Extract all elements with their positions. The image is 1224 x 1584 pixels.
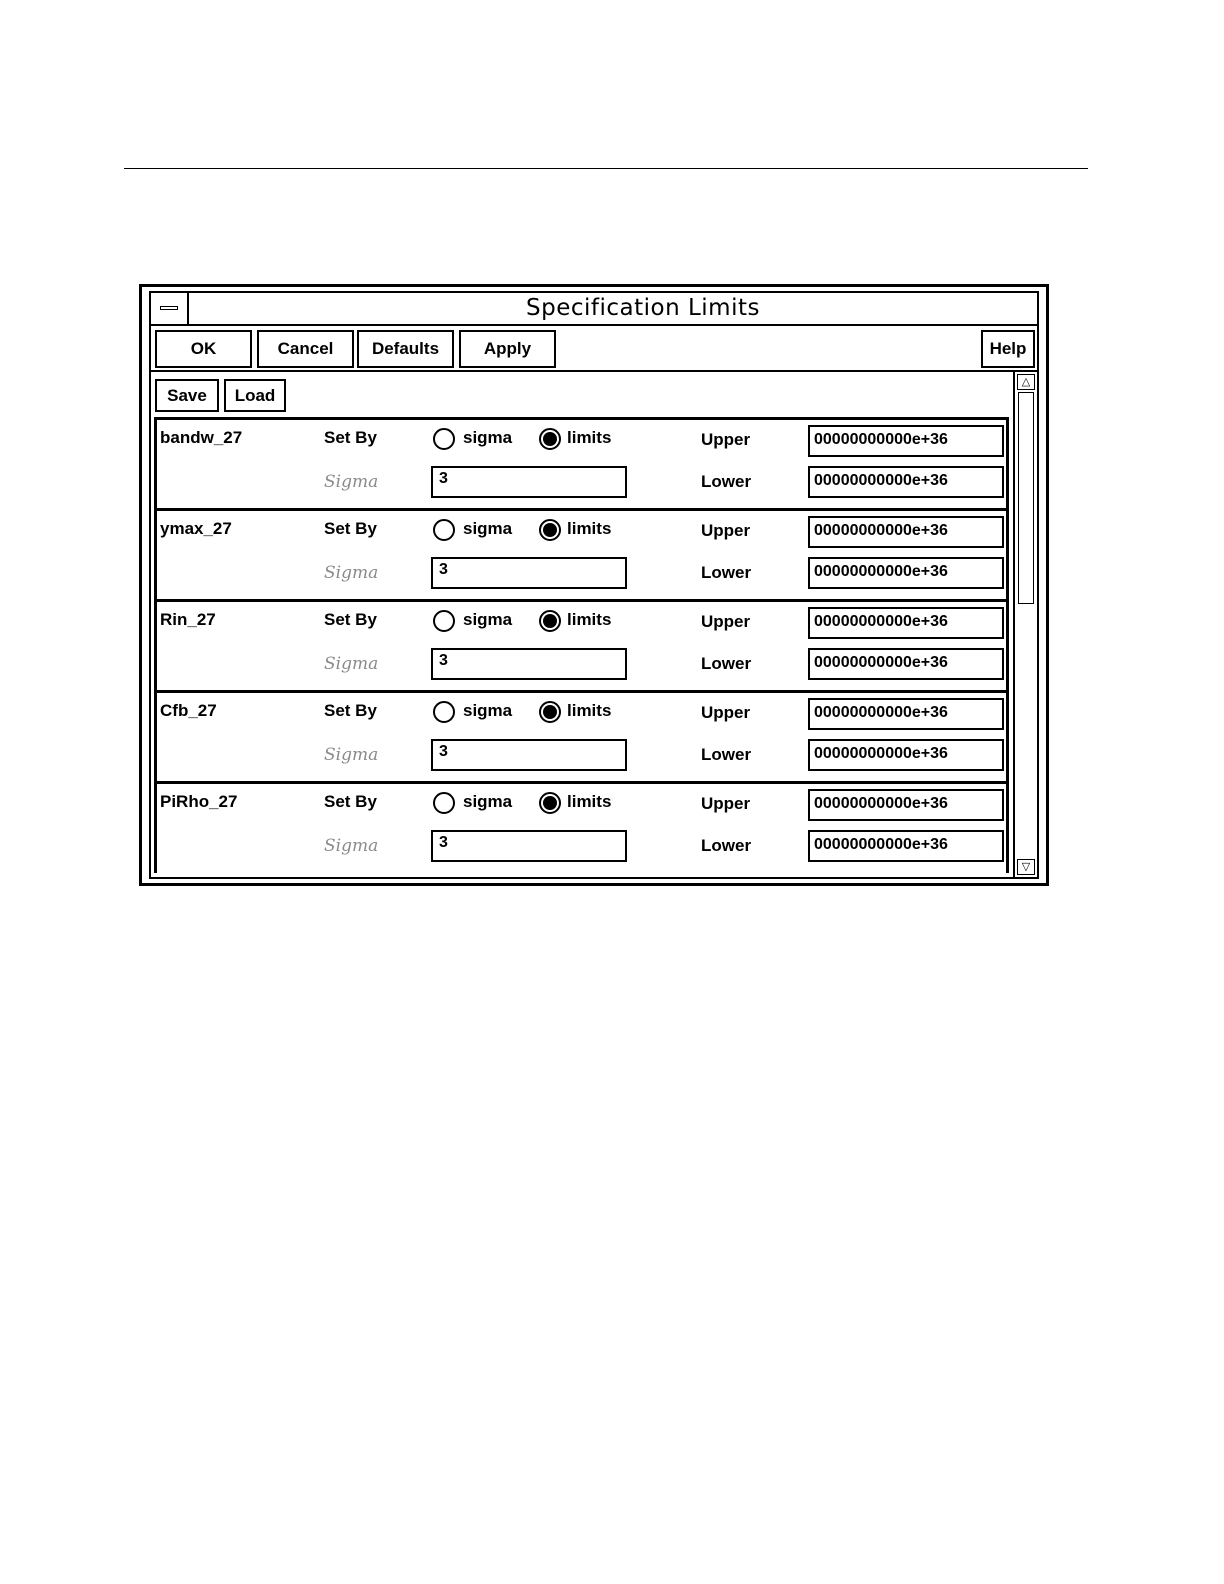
set-by-label: Set By (324, 610, 377, 629)
sigma-radio[interactable] (433, 428, 455, 450)
sigma-radio-label[interactable]: sigma (463, 610, 513, 629)
window-menu-icon (160, 306, 178, 310)
sigma-value-field[interactable]: 3 (431, 830, 627, 862)
limits-radio-label[interactable]: limits (567, 610, 612, 629)
sigma-value-field[interactable]: 3 (431, 648, 627, 680)
upper-limit-field[interactable]: 00000000000e+36 (808, 425, 1004, 457)
dialog-title: Specification Limits (526, 295, 760, 321)
limits-radio[interactable] (539, 519, 561, 541)
upper-label: Upper (701, 430, 751, 449)
sigma-radio[interactable] (433, 701, 455, 723)
sigma-value-field[interactable]: 3 (431, 557, 627, 589)
dialog-frame (149, 291, 1039, 879)
lower-label: Lower (701, 654, 752, 673)
upper-label: Upper (701, 794, 751, 813)
lower-label: Lower (701, 563, 752, 582)
sigma-radio-label[interactable]: sigma (463, 792, 513, 811)
specification-limits-dialog (139, 284, 1049, 886)
set-by-label: Set By (324, 519, 377, 538)
toolbar (151, 326, 1037, 372)
spec-name: Cfb_27 (160, 701, 217, 720)
spec-row (154, 781, 1009, 873)
sigma-radio[interactable] (433, 610, 455, 632)
upper-label: Upper (701, 612, 751, 631)
sigma-field-label: Sigma (324, 472, 379, 492)
help-button[interactable]: Help (981, 330, 1035, 368)
upper-label: Upper (701, 521, 751, 540)
upper-limit-field[interactable]: 00000000000e+36 (808, 789, 1004, 821)
scrollbar-track[interactable] (1018, 392, 1034, 857)
defaults-button[interactable]: Defaults (357, 330, 454, 368)
spec-row (154, 690, 1009, 782)
spec-name: Rin_27 (160, 610, 216, 629)
sigma-radio[interactable] (433, 519, 455, 541)
spec-scroll-area (151, 372, 1037, 877)
sigma-value-field[interactable]: 3 (431, 466, 627, 498)
set-by-label: Set By (324, 428, 377, 447)
lower-label: Lower (701, 745, 752, 764)
spec-name: ymax_27 (160, 519, 232, 538)
sigma-field-label: Sigma (324, 654, 379, 674)
limits-radio-label[interactable]: limits (567, 428, 612, 447)
set-by-label: Set By (324, 792, 377, 811)
upper-limit-field[interactable]: 00000000000e+36 (808, 607, 1004, 639)
sigma-radio-label[interactable]: sigma (463, 428, 513, 447)
upper-limit-field[interactable]: 00000000000e+36 (808, 516, 1004, 548)
ok-button[interactable]: OK (155, 330, 252, 368)
lower-limit-field[interactable]: 00000000000e+36 (808, 739, 1004, 771)
cancel-button[interactable]: Cancel (257, 330, 354, 368)
spec-row (154, 417, 1009, 509)
spec-name: PiRho_27 (160, 792, 238, 811)
limits-radio[interactable] (539, 610, 561, 632)
lower-limit-field[interactable]: 00000000000e+36 (808, 830, 1004, 862)
sigma-radio[interactable] (433, 792, 455, 814)
lower-limit-field[interactable]: 00000000000e+36 (808, 466, 1004, 498)
limits-radio-label[interactable]: limits (567, 701, 612, 720)
spec-row (154, 508, 1009, 600)
limits-radio-label[interactable]: limits (567, 792, 612, 811)
sigma-field-label: Sigma (324, 745, 379, 765)
upper-label: Upper (701, 703, 751, 722)
page-divider (124, 168, 1088, 169)
vertical-scrollbar[interactable] (1015, 372, 1037, 877)
sigma-radio-label[interactable]: sigma (463, 701, 513, 720)
limits-radio[interactable] (539, 792, 561, 814)
lower-limit-field[interactable]: 00000000000e+36 (808, 648, 1004, 680)
lower-label: Lower (701, 472, 752, 491)
spec-row (154, 599, 1009, 691)
window-menu-button[interactable] (151, 293, 189, 324)
limits-radio[interactable] (539, 428, 561, 450)
lower-label: Lower (701, 836, 752, 855)
sigma-field-label: Sigma (324, 563, 379, 583)
sigma-field-label: Sigma (324, 836, 379, 856)
upper-limit-field[interactable]: 00000000000e+36 (808, 698, 1004, 730)
sigma-value-field[interactable]: 3 (431, 739, 627, 771)
save-button[interactable]: Save (155, 379, 219, 412)
spec-name: bandw_27 (160, 428, 243, 447)
scrollbar-thumb[interactable] (1018, 392, 1034, 604)
set-by-label: Set By (324, 701, 377, 720)
scroll-up-arrow-icon[interactable]: △ (1017, 374, 1035, 390)
title-bar (151, 293, 1037, 326)
limits-radio-label[interactable]: limits (567, 519, 612, 538)
sigma-radio-label[interactable]: sigma (463, 519, 513, 538)
spec-list (151, 372, 1015, 877)
apply-button[interactable]: Apply (459, 330, 556, 368)
load-button[interactable]: Load (224, 379, 286, 412)
limits-radio[interactable] (539, 701, 561, 723)
lower-limit-field[interactable]: 00000000000e+36 (808, 557, 1004, 589)
scroll-down-arrow-icon[interactable]: ▽ (1017, 859, 1035, 875)
